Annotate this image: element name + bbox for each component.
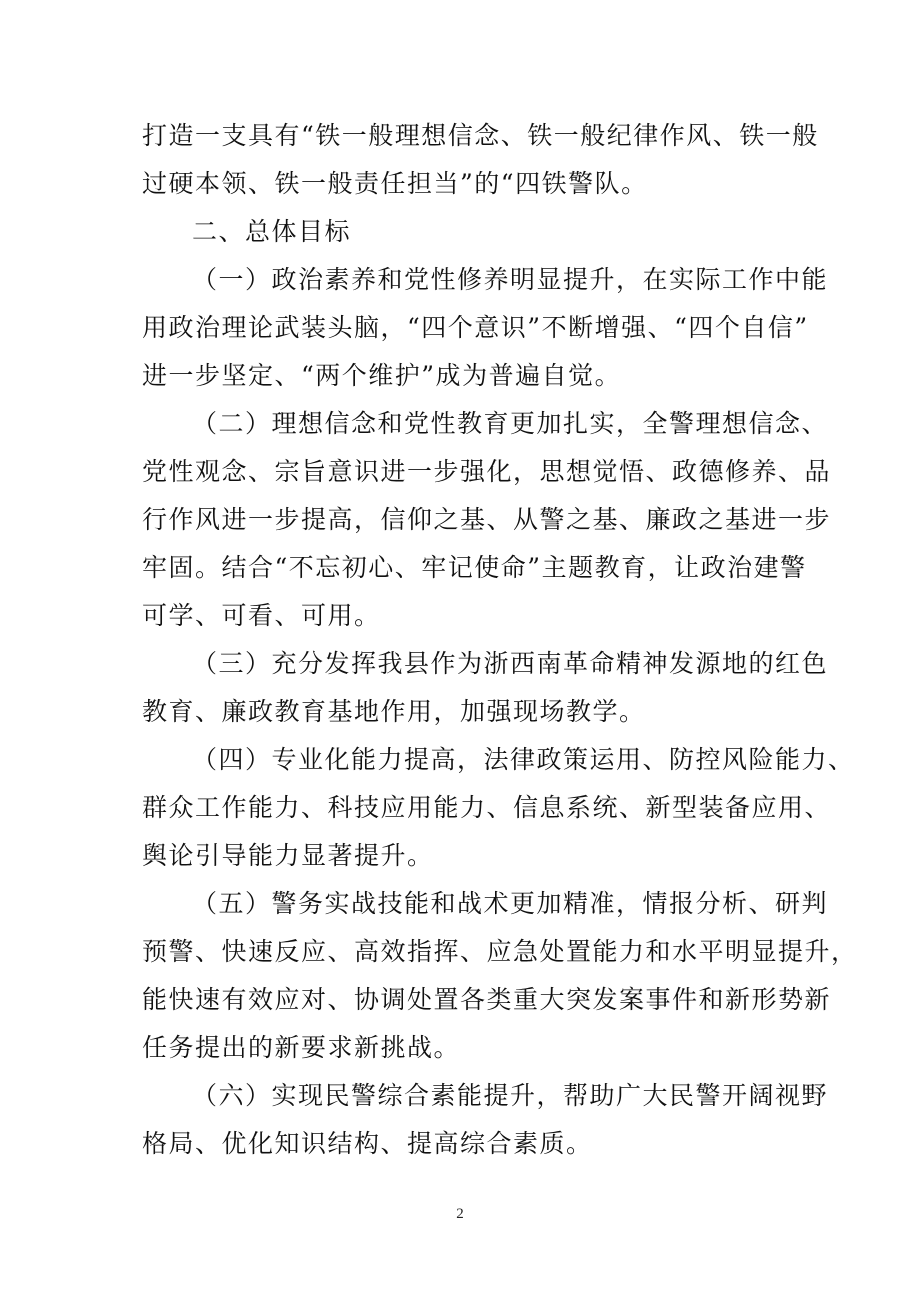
paragraph-goal-5 bbox=[142, 880, 858, 1072]
paragraph-goal-6 bbox=[142, 1072, 829, 1168]
text-line: 牢固。结合“不忘初心、牢记使命”主题教育，让政治建警 bbox=[142, 553, 807, 582]
text-line: （四）专业化能力提高，法律政策运用、防控风险能力、 bbox=[192, 745, 855, 774]
paragraph-intro-continuation bbox=[142, 112, 819, 208]
body-text bbox=[142, 112, 858, 1168]
text-line: 预警、快速反应、高效指挥、应急处置能力和水平明显提升， bbox=[142, 937, 858, 966]
text-line: 任务提出的新要求新挑战。 bbox=[142, 1033, 461, 1062]
text-line: 二、总体目标 bbox=[192, 217, 352, 246]
text-line: 行作风进一步提高，信仰之基、从警之基、廉政之基进一步 bbox=[142, 505, 832, 534]
text-line: 可学、可看、可用。 bbox=[142, 601, 381, 630]
text-line: 过硬本领、铁一般责任担当”的“四铁警队。 bbox=[142, 169, 648, 198]
text-line: （三）充分发挥我县作为浙西南革命精神发源地的红色 bbox=[192, 649, 829, 678]
paragraph-goal-3 bbox=[142, 640, 829, 736]
paragraph-goal-4 bbox=[142, 736, 855, 880]
text-line: （一）政治素养和党性修养明显提升，在实际工作中能 bbox=[192, 265, 829, 294]
text-line: 格局、优化知识结构、提高综合素质。 bbox=[142, 1129, 593, 1158]
text-line: 打造一支具有“铁一般理想信念、铁一般纪律作风、铁一般 bbox=[142, 121, 819, 150]
text-line: 进一步坚定、“两个维护”成为普遍自觉。 bbox=[142, 361, 622, 390]
text-line: 群众工作能力、科技应用能力、信息系统、新型装备应用、 bbox=[142, 793, 832, 822]
text-line: （六）实现民警综合素能提升，帮助广大民警开阔视野 bbox=[192, 1081, 829, 1110]
text-line: （五）警务实战技能和战术更加精准，情报分析、研判 bbox=[192, 889, 829, 918]
text-line: （二）理想信念和党性教育更加扎实，全警理想信念、 bbox=[192, 409, 829, 438]
text-line: 能快速有效应对、协调处置各类重大突发案事件和新形势新 bbox=[142, 985, 832, 1014]
page-number: 2 bbox=[456, 1206, 464, 1222]
text-line: 舆论引导能力显著提升。 bbox=[142, 841, 434, 870]
text-line: 教育、廉政教育基地作用，加强现场教学。 bbox=[142, 697, 646, 726]
section-heading-overall-goals bbox=[142, 208, 782, 256]
text-line: 用政治理论武装头脑，“四个意识”不断增强、“四个自信” bbox=[142, 313, 809, 342]
text-line: 党性观念、宗旨意识进一步强化，思想觉悟、政德修养、品 bbox=[142, 457, 832, 486]
paragraph-goal-2 bbox=[142, 400, 832, 640]
paragraph-goal-1 bbox=[142, 256, 829, 400]
